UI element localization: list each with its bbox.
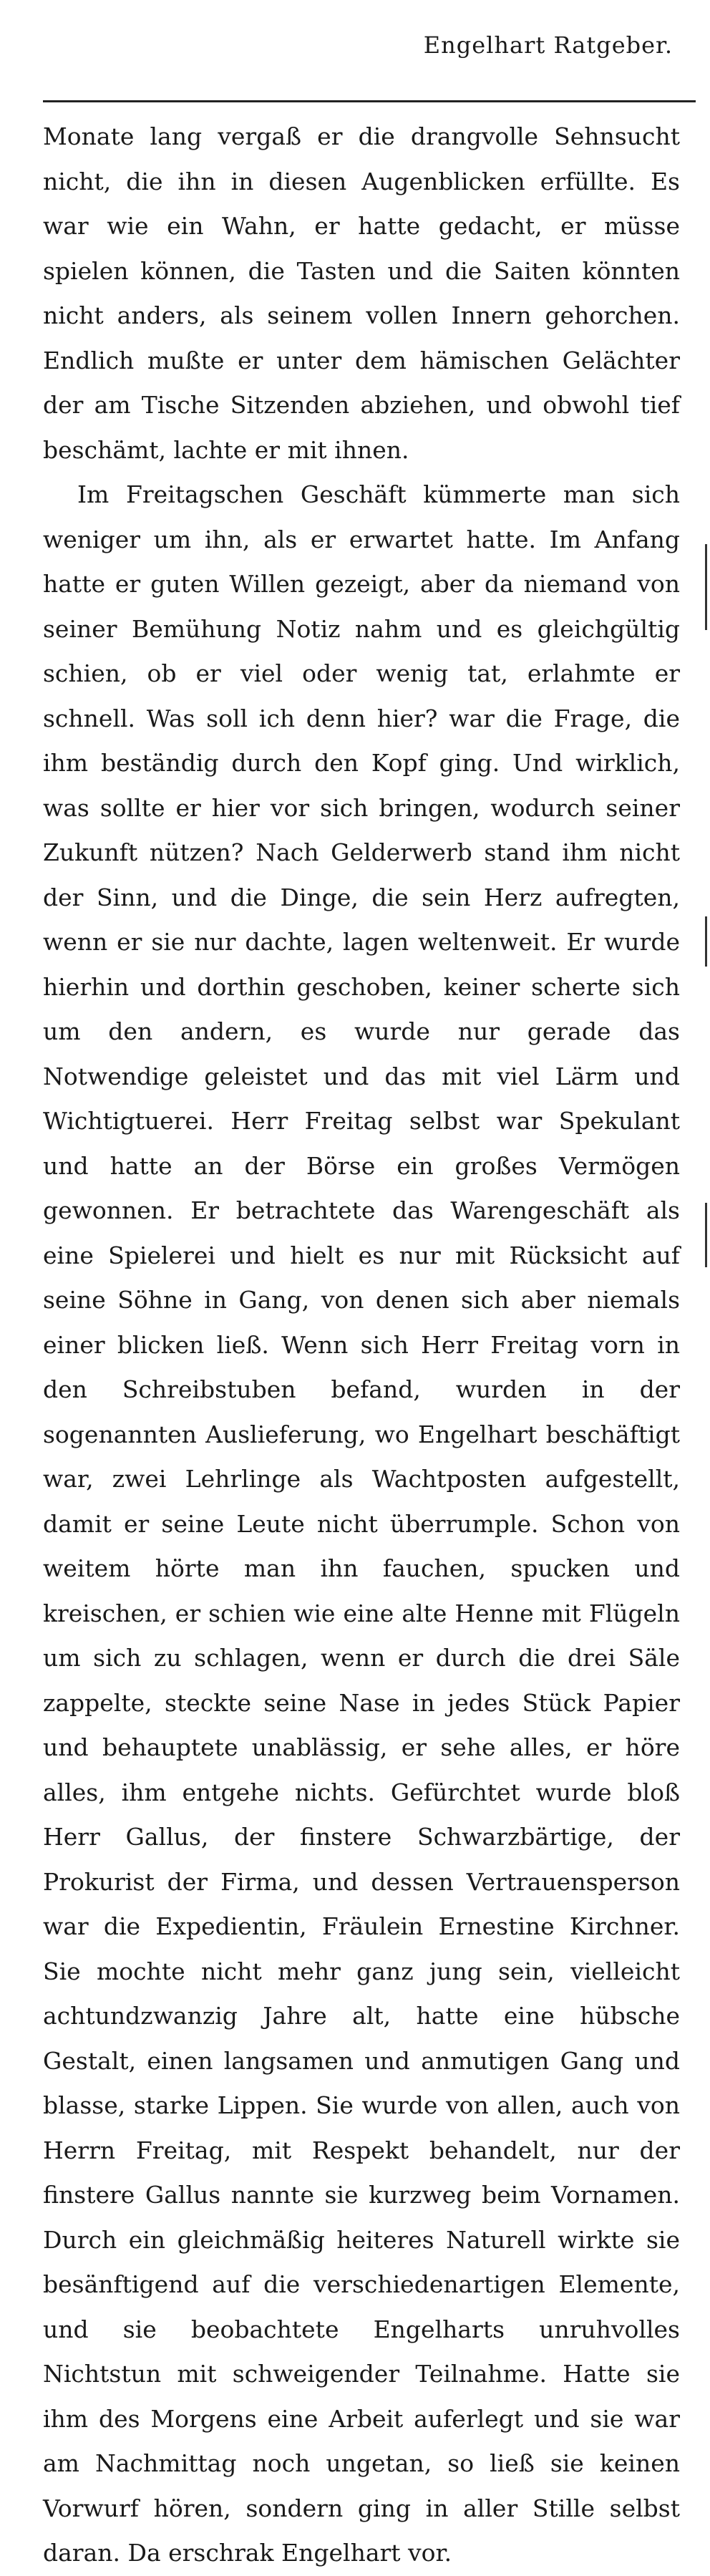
running-title: Engelhart Ratgeber. [423,32,673,59]
margin-mark [705,1203,707,1267]
paragraph-1: Monate lang vergaß er die drangvolle Sehnsucht nicht, die ihn in diesen Augenblicken erfüllte. Es war wie ein Wahn, er hatte gedacht, er müsse spielen können, die Tasten und die Saiten könnten nicht anders, als seinem vollen Innern gehorchen. Endlich mußte er unter dem hämischen Gelächter der am Tische Sitzenden abziehen, und obwohl tief beschämt, lachte er mit ihnen. [43,122,680,464]
margin-mark [705,544,707,630]
margin-mark [705,916,707,967]
header-rule [43,100,696,102]
running-head [43,26,696,69]
text-column [43,115,680,2576]
paragraph-2: Im Freitagschen Geschäft kümmerte man sich weniger um ihn, als er erwartet hatte. Im Anfang hatte er guten Willen gezeigt, aber da niemand von seiner Bemühung Notiz nahm und es gleichgültig schien, ob er viel oder wenig tat, erlahmte er schnell. Was soll ich denn hier? war die Frage, die ihm beständig durch den Kopf ging. Und wirklich, was sollte er hier vor sich bringen, wodurch seiner Zukunft nützen? Nach Gelderwerb stand ihm nicht der Sinn, und die Dinge, die sein Herz aufregten, wenn er sie nur dachte, lagen weltenweit. Er wurde hierhin und dorthin geschoben, keiner scherte sich um den andern, es wurde nur gerade das Notwendige geleistet und das mit viel Lärm und Wichtigtuerei. Herr Freitag selbst war Spekulant und hatte an der Börse ein großes Vermögen gewonnen. Er betrachtete das Warengeschäft als eine Spielerei und hielt es nur mit Rücksicht auf seine Söhne in Gang, von denen sich aber niemals einer blicken ließ. Wenn sich Herr Freitag vorn in den Schreibstuben befand, wurden in der sogenannten Auslieferung, wo Engelhart beschäftigt war, zwei Lehrlinge als Wachtposten aufgestellt, damit er seine Leute nicht überrumple. Schon von weitem hörte man ihn fauchen, spucken und kreischen, er schien wie eine alte Henne mit Flügeln um sich zu schlagen, wenn er durch die drei Säle zappelte, steckte seine Nase in jedes Stück Papier und behauptete unablässig, er sehe alles, er höre alles, ihm entgehe nichts. Gefürchtet wurde bloß Herr Gallus, der finstere Schwarzbärtige, der Prokurist der Firma, und dessen Vertrauensperson war die Expedientin, Fräulein Ernestine Kirchner. Sie mochte nicht mehr ganz jung sein, vielleicht achtundzwanzig Jahre alt, hatte eine hübsche Gestalt, einen langsamen und anmutigen Gang und blasse, starke Lippen. Sie wurde von allen, auch von Herrn Freitag, mit Respekt behandelt, nur der finstere Gallus nannte sie kurzweg beim Vornamen. Durch ein gleichmäßig heiteres Naturell wirkte sie besänftigend auf die verschiedenartigen Elemente, und sie beobachtete Engelharts unruhvolles Nichtstun mit schweigender Teilnahme. Hatte sie ihm des Morgens eine Arbeit auferlegt und sie war am Nachmittag noch ungetan, so ließ sie keinen Vorwurf hören, sondern ging in aller Stille selbst daran. Da erschrak Engelhart vor. [43,480,680,2567]
